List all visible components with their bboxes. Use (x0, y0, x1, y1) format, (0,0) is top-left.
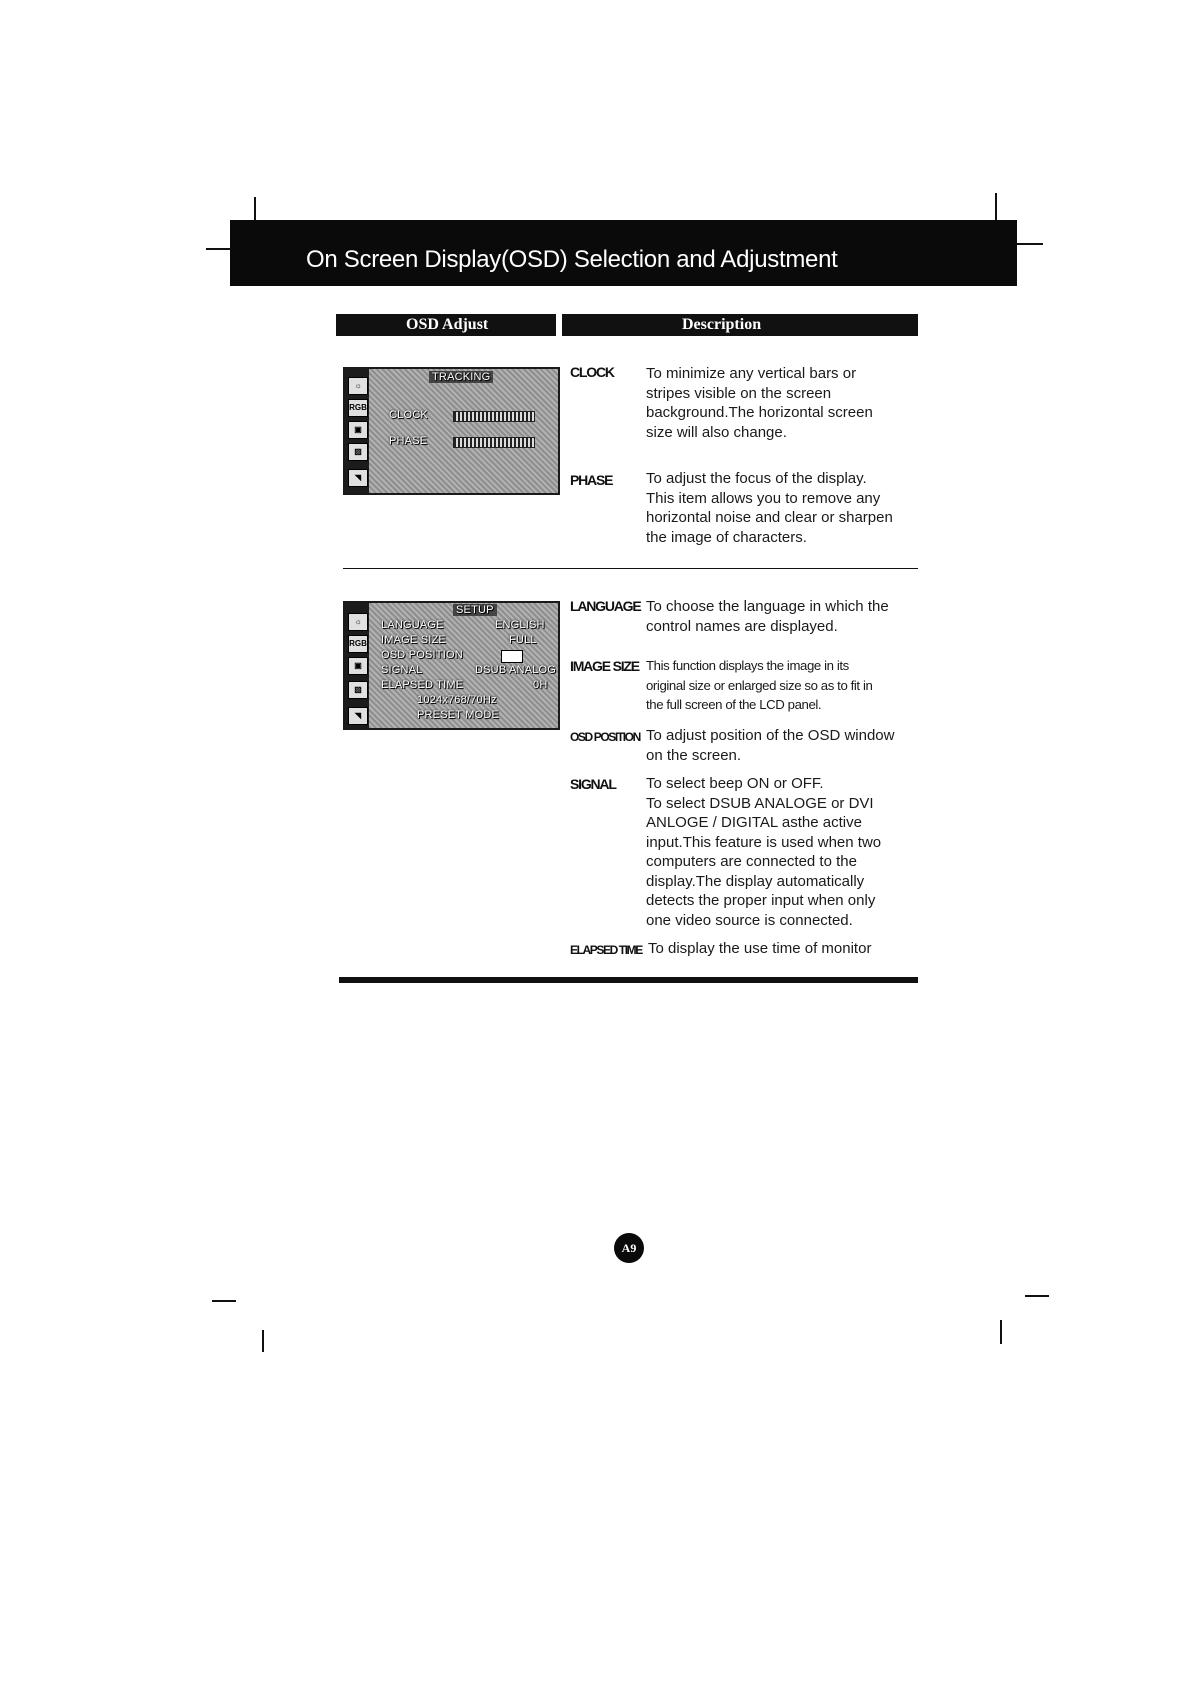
term-elapsed-time: ELAPSED TIME (570, 943, 642, 957)
term-osd-position: OSD POSITION (570, 730, 640, 744)
osd-row-value: FULL (509, 634, 537, 646)
column-header-label: Description (682, 316, 762, 333)
crop-mark (1025, 1295, 1049, 1297)
desc-line: original size or enlarged size so as to fit in (646, 677, 873, 693)
desc-line: display.The display automatically (646, 872, 865, 890)
osd-mode-line: PRESET MODE (417, 709, 500, 721)
desc-line: background.The horizontal screen (646, 404, 873, 421)
osd-row-label: OSD POSITION (381, 649, 463, 661)
desc-line: To select beep ON or OFF. (646, 775, 824, 792)
desc-line: ANLOGE / DIGITAL asthe active (646, 814, 862, 831)
desc-elapsed-time (648, 939, 920, 959)
desc-language (646, 597, 918, 636)
osd-title: TRACKING (429, 371, 493, 383)
bottom-rule (339, 977, 918, 983)
desc-line: computers are connected to the (646, 853, 857, 870)
desc-phase (646, 469, 918, 547)
desc-line: detects the proper input when only (646, 892, 876, 909)
brightness-icon: ☼ (348, 377, 368, 395)
desc-line: the full screen of the LCD panel. (646, 697, 822, 712)
desc-osd-position (646, 726, 918, 765)
desc-line: This function displays the image in its (646, 658, 849, 673)
osd-setup-screenshot (343, 601, 560, 730)
term-clock: CLOCK (570, 364, 614, 380)
position-icon: ▣ (348, 657, 368, 675)
osd-info-line: 1024x768/70Hz (417, 694, 497, 706)
desc-clock (646, 364, 918, 442)
phase-slider[interactable] (453, 437, 535, 448)
brightness-icon: ☼ (348, 613, 368, 631)
desc-line: To adjust the focus of the display. (646, 470, 867, 487)
osd-panel (369, 369, 558, 493)
osd-title: SETUP (453, 604, 497, 616)
desc-line: This item allows you to remove any (646, 489, 881, 507)
crop-mark (1000, 1320, 1002, 1344)
position-icon: ▣ (348, 421, 368, 439)
desc-line: To minimize any vertical bars or (646, 365, 857, 382)
crop-mark (995, 193, 997, 223)
osd-tracking-screenshot (343, 367, 560, 495)
exit-icon: ◥ (348, 469, 368, 487)
page-number-badge: A9 (614, 1233, 644, 1263)
exit-icon: ◥ (348, 707, 368, 725)
desc-line: one video source is connected. (646, 911, 853, 929)
osd-row-label: SIGNAL (381, 664, 423, 676)
desc-line: horizontal noise and clear or sharpen (646, 509, 893, 526)
section-divider (343, 568, 918, 569)
rgb-icon: RGB (348, 635, 368, 653)
osd-sidebar (345, 603, 369, 728)
osd-row-label: PHASE (389, 435, 428, 447)
osd-row-value: 0H (533, 679, 548, 691)
crop-mark (206, 248, 232, 250)
desc-line: To choose the language in which the (646, 598, 889, 615)
rgb-icon: RGB (348, 399, 368, 417)
osd-row-label: IMAGE SIZE (381, 634, 446, 646)
desc-line: the image of characters. (646, 528, 807, 546)
term-language: LANGUAGE (570, 598, 641, 614)
desc-line: To select DSUB ANALOGE or DVI (646, 794, 874, 812)
osd-row-label: ELAPSED TIME (381, 679, 464, 691)
column-header-description (562, 314, 918, 336)
osd-position-icon (501, 650, 523, 663)
tracking-icon: ▨ (348, 681, 368, 699)
desc-line: To adjust position of the OSD window (646, 727, 895, 744)
crop-mark (212, 1300, 236, 1302)
term-image-size: IMAGE SIZE (570, 658, 639, 674)
desc-line: control names are displayed. (646, 617, 838, 635)
osd-row-value: DSUB ANALOG (475, 664, 557, 676)
desc-signal (646, 774, 918, 930)
desc-line: To display the use time of monitor (648, 940, 872, 957)
desc-image-size (646, 656, 918, 715)
term-phase: PHASE (570, 472, 613, 488)
desc-line: size will also change. (646, 423, 787, 441)
desc-line: on the screen. (646, 746, 742, 764)
osd-row-label: CLOCK (389, 409, 428, 421)
crop-mark (262, 1330, 264, 1352)
desc-line: input.This feature is used when two (646, 833, 882, 851)
desc-line: stripes visible on the screen (646, 384, 832, 402)
column-header-label: OSD Adjust (406, 316, 489, 333)
crop-mark (1017, 243, 1043, 245)
osd-sidebar (345, 369, 369, 493)
column-header-osd-adjust (336, 314, 556, 336)
osd-row-value: ENGLISH (495, 619, 545, 631)
clock-slider[interactable] (453, 411, 535, 422)
term-signal: SIGNAL (570, 776, 616, 792)
tracking-icon: ▨ (348, 443, 368, 461)
osd-row-label: LANGUAGE (381, 619, 444, 631)
osd-panel (369, 603, 558, 728)
page-title: On Screen Display(OSD) Selection and Adjustment (306, 246, 838, 273)
